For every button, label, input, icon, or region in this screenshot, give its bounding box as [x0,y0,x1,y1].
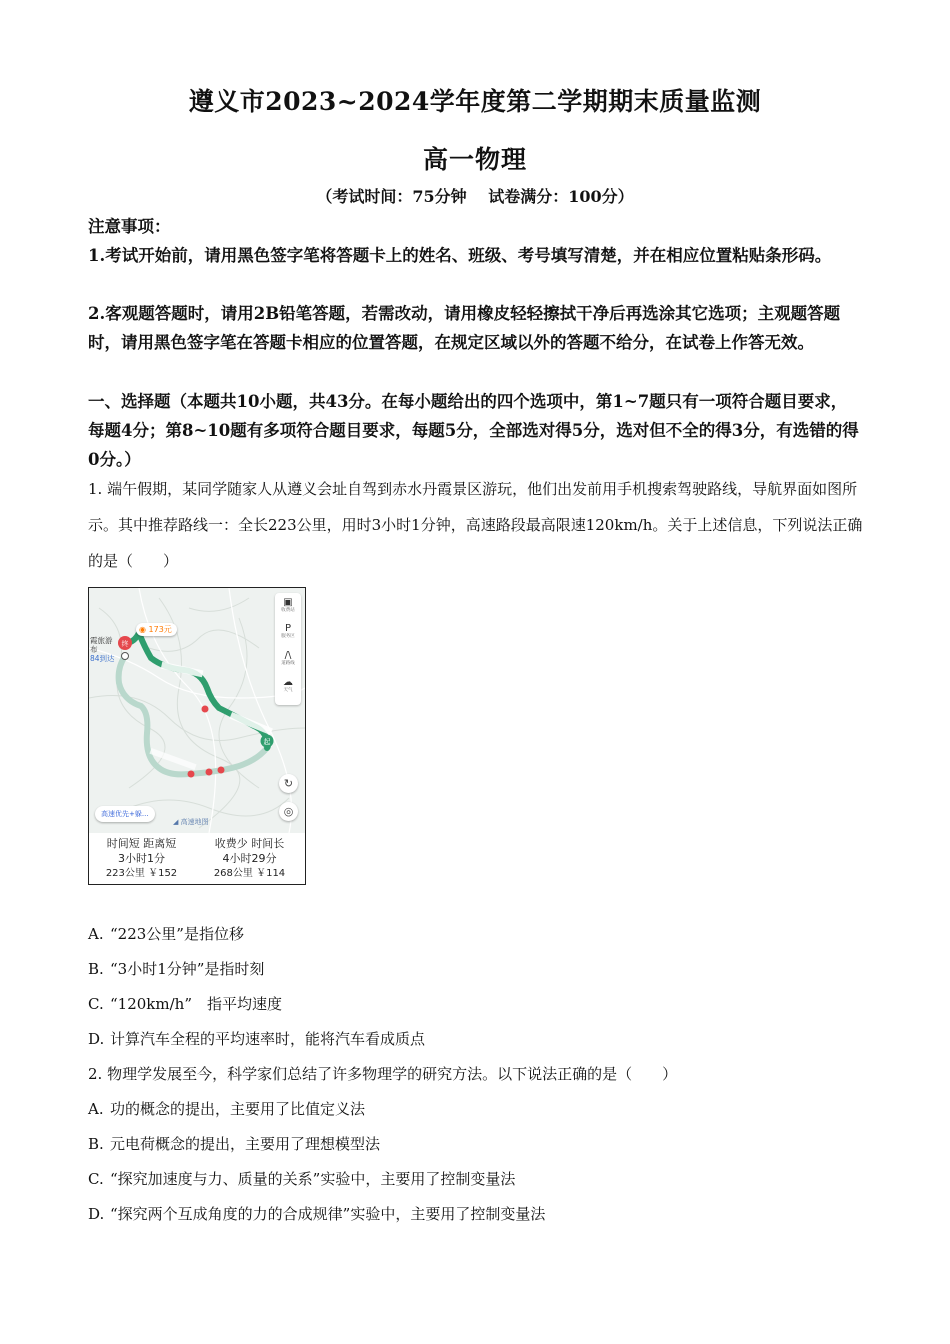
q1-option-a-label: A. [88,925,104,943]
q2-option-d-text: “探究两个互成角度的力的合成规律”实验中，主要用了控制变量法 [110,1205,546,1223]
refresh-button[interactable] [279,774,298,793]
q1-option-a-text: “223公里”是指位移 [110,925,244,943]
cloud-icon: ☁ [283,677,293,688]
q2-option-d-label: D. [88,1205,105,1223]
road-icon: /\ [284,650,292,661]
map-corner-label-2: 布 [90,645,98,654]
start-marker [261,735,274,748]
service-area-caption: 服务区 [281,634,295,639]
toll-station-caption: 收费站 [281,608,295,613]
route-2-duration: 4小时29分 [222,852,277,865]
q2-option-c-text: “探究加速度与力、质量的关系”实验中，主要用了控制变量法 [110,1170,516,1188]
toll-icon: ◉ [139,625,146,634]
subject-title: 高一物理 [422,145,527,174]
navigation-arrow-icon: ◢ [173,818,179,826]
q2-option-b-label: B. [88,1135,104,1153]
route-options-panel [89,833,305,885]
toll-station-tool[interactable] [275,597,301,614]
road-line-caption: 道路线 [281,661,295,666]
route-preference-chip[interactable]: 高速优先+躲... [95,806,155,822]
route-option-2[interactable] [197,836,302,881]
route-2-distance-cost: 268公里 ￥114 [213,868,286,879]
route-1-tags: 时间短 距离短 [106,837,177,850]
map-brand [173,817,209,827]
toll-price-tag[interactable] [136,623,177,636]
map-canvas [89,588,305,833]
weather-caption: 天气 [283,688,293,693]
map-corner-label-3: 84到达 [90,654,115,663]
question-2-stem: 2. 物理学发展至今，科学家们总结了许多物理学的研究方法。以下说法正确的是（ ） [88,1065,678,1083]
road-line-tool[interactable] [275,650,301,667]
locate-button[interactable] [279,802,298,821]
map-brand-text: 高速地图 [180,818,209,826]
exam-info [0,184,950,207]
map-corner-label-1: 霞旅游 [90,636,113,645]
notice-item-1: 1.考试开始前，请用黑色签字笔将答题卡上的姓名、班级、考号填写清楚，并在相应位置粘贴条形码。 [88,246,832,265]
q2-option-b[interactable] [88,1132,380,1156]
q2-option-a-label: A. [88,1100,104,1118]
full-score: 试卷满分：100分） [488,187,634,206]
q2-option-b-text: 元电荷概念的提出，主要用了理想模型法 [110,1135,381,1153]
route-option-1[interactable] [89,836,194,881]
q1-option-c-label: C. [88,995,104,1013]
route-2-tags: 收费少 时间长 [214,837,285,850]
q2-option-c-label: C. [88,1170,104,1188]
notice-heading: 注意事项： [88,217,171,236]
section-title: 一、选择题（本题共10小题，共43分。在每小题给出的四个选项中，第1~7题只有一项符合题目要求，每题4分；第8~10题有多项符合题目要求，每题5分，全部选对得5分，选对但不全的得3分，有选错的得0分。） [88,392,859,469]
question-1-stem: 1. 端午假期，某同学随家人从遵义会址自驾到赤水丹霞景区游玩，他们出发前用手机搜索驾驶路线，导航界面如图所示。其中推荐路线一：全长223公里，用时3小时1分钟，高速路段最高限速120km/h。关于上述信息，下列说法正确的是（ ） [88,480,863,570]
navigation-map-figure [88,587,306,885]
q1-option-c[interactable] [88,992,282,1016]
end-marker [118,636,132,650]
locate-icon: ◎ [283,805,294,818]
q2-option-c[interactable] [88,1167,515,1191]
map-background [89,588,305,833]
parking-icon: P [284,623,292,634]
q2-option-d[interactable] [88,1202,545,1226]
toll-price: 173元 [148,625,172,634]
route-1-distance-cost: 223公里 ￥152 [105,868,178,879]
route-1-duration: 3小时1分 [118,852,165,865]
q1-option-b[interactable] [88,957,264,981]
map-toolbar [275,593,301,705]
svg-text:终: 终 [121,640,129,648]
q1-option-d[interactable] [88,1027,425,1051]
q1-option-b-text: “3小时1分钟”是指时刻 [110,960,265,978]
destination-pin [122,653,129,660]
svg-text:起: 起 [263,738,271,746]
q1-option-d-label: D. [88,1030,105,1048]
q1-option-d-text: 计算汽车全程的平均速率时，能将汽车看成质点 [110,1030,426,1048]
service-area-tool[interactable] [275,623,301,640]
q1-option-c-text: “120km/h” 指平均速度 [110,995,282,1013]
weather-tool[interactable] [275,677,301,694]
q1-option-a[interactable] [88,922,244,946]
notice-item-2: 2.客观题答题时，请用2B铅笔答题，若需改动，请用橡皮轻轻擦拭干净后再选涂其它选项；主观题答题时，请用黑色签字笔在答题卡相应的位置答题，在规定区域以外的答题不给分，在试卷上作答无效。 [88,304,841,352]
exam-title: 遵义市2023~2024学年度第二学期期末质量监测 [188,87,762,116]
refresh-icon: ↻ [283,777,294,790]
q2-option-a-text: 功的概念的提出，主要用了比值定义法 [110,1100,366,1118]
toll-station-icon: ▣ [283,597,293,608]
exam-time: （考试时间：75分钟 [316,187,467,206]
q2-option-a[interactable] [88,1097,365,1121]
q1-option-b-label: B. [88,960,104,978]
